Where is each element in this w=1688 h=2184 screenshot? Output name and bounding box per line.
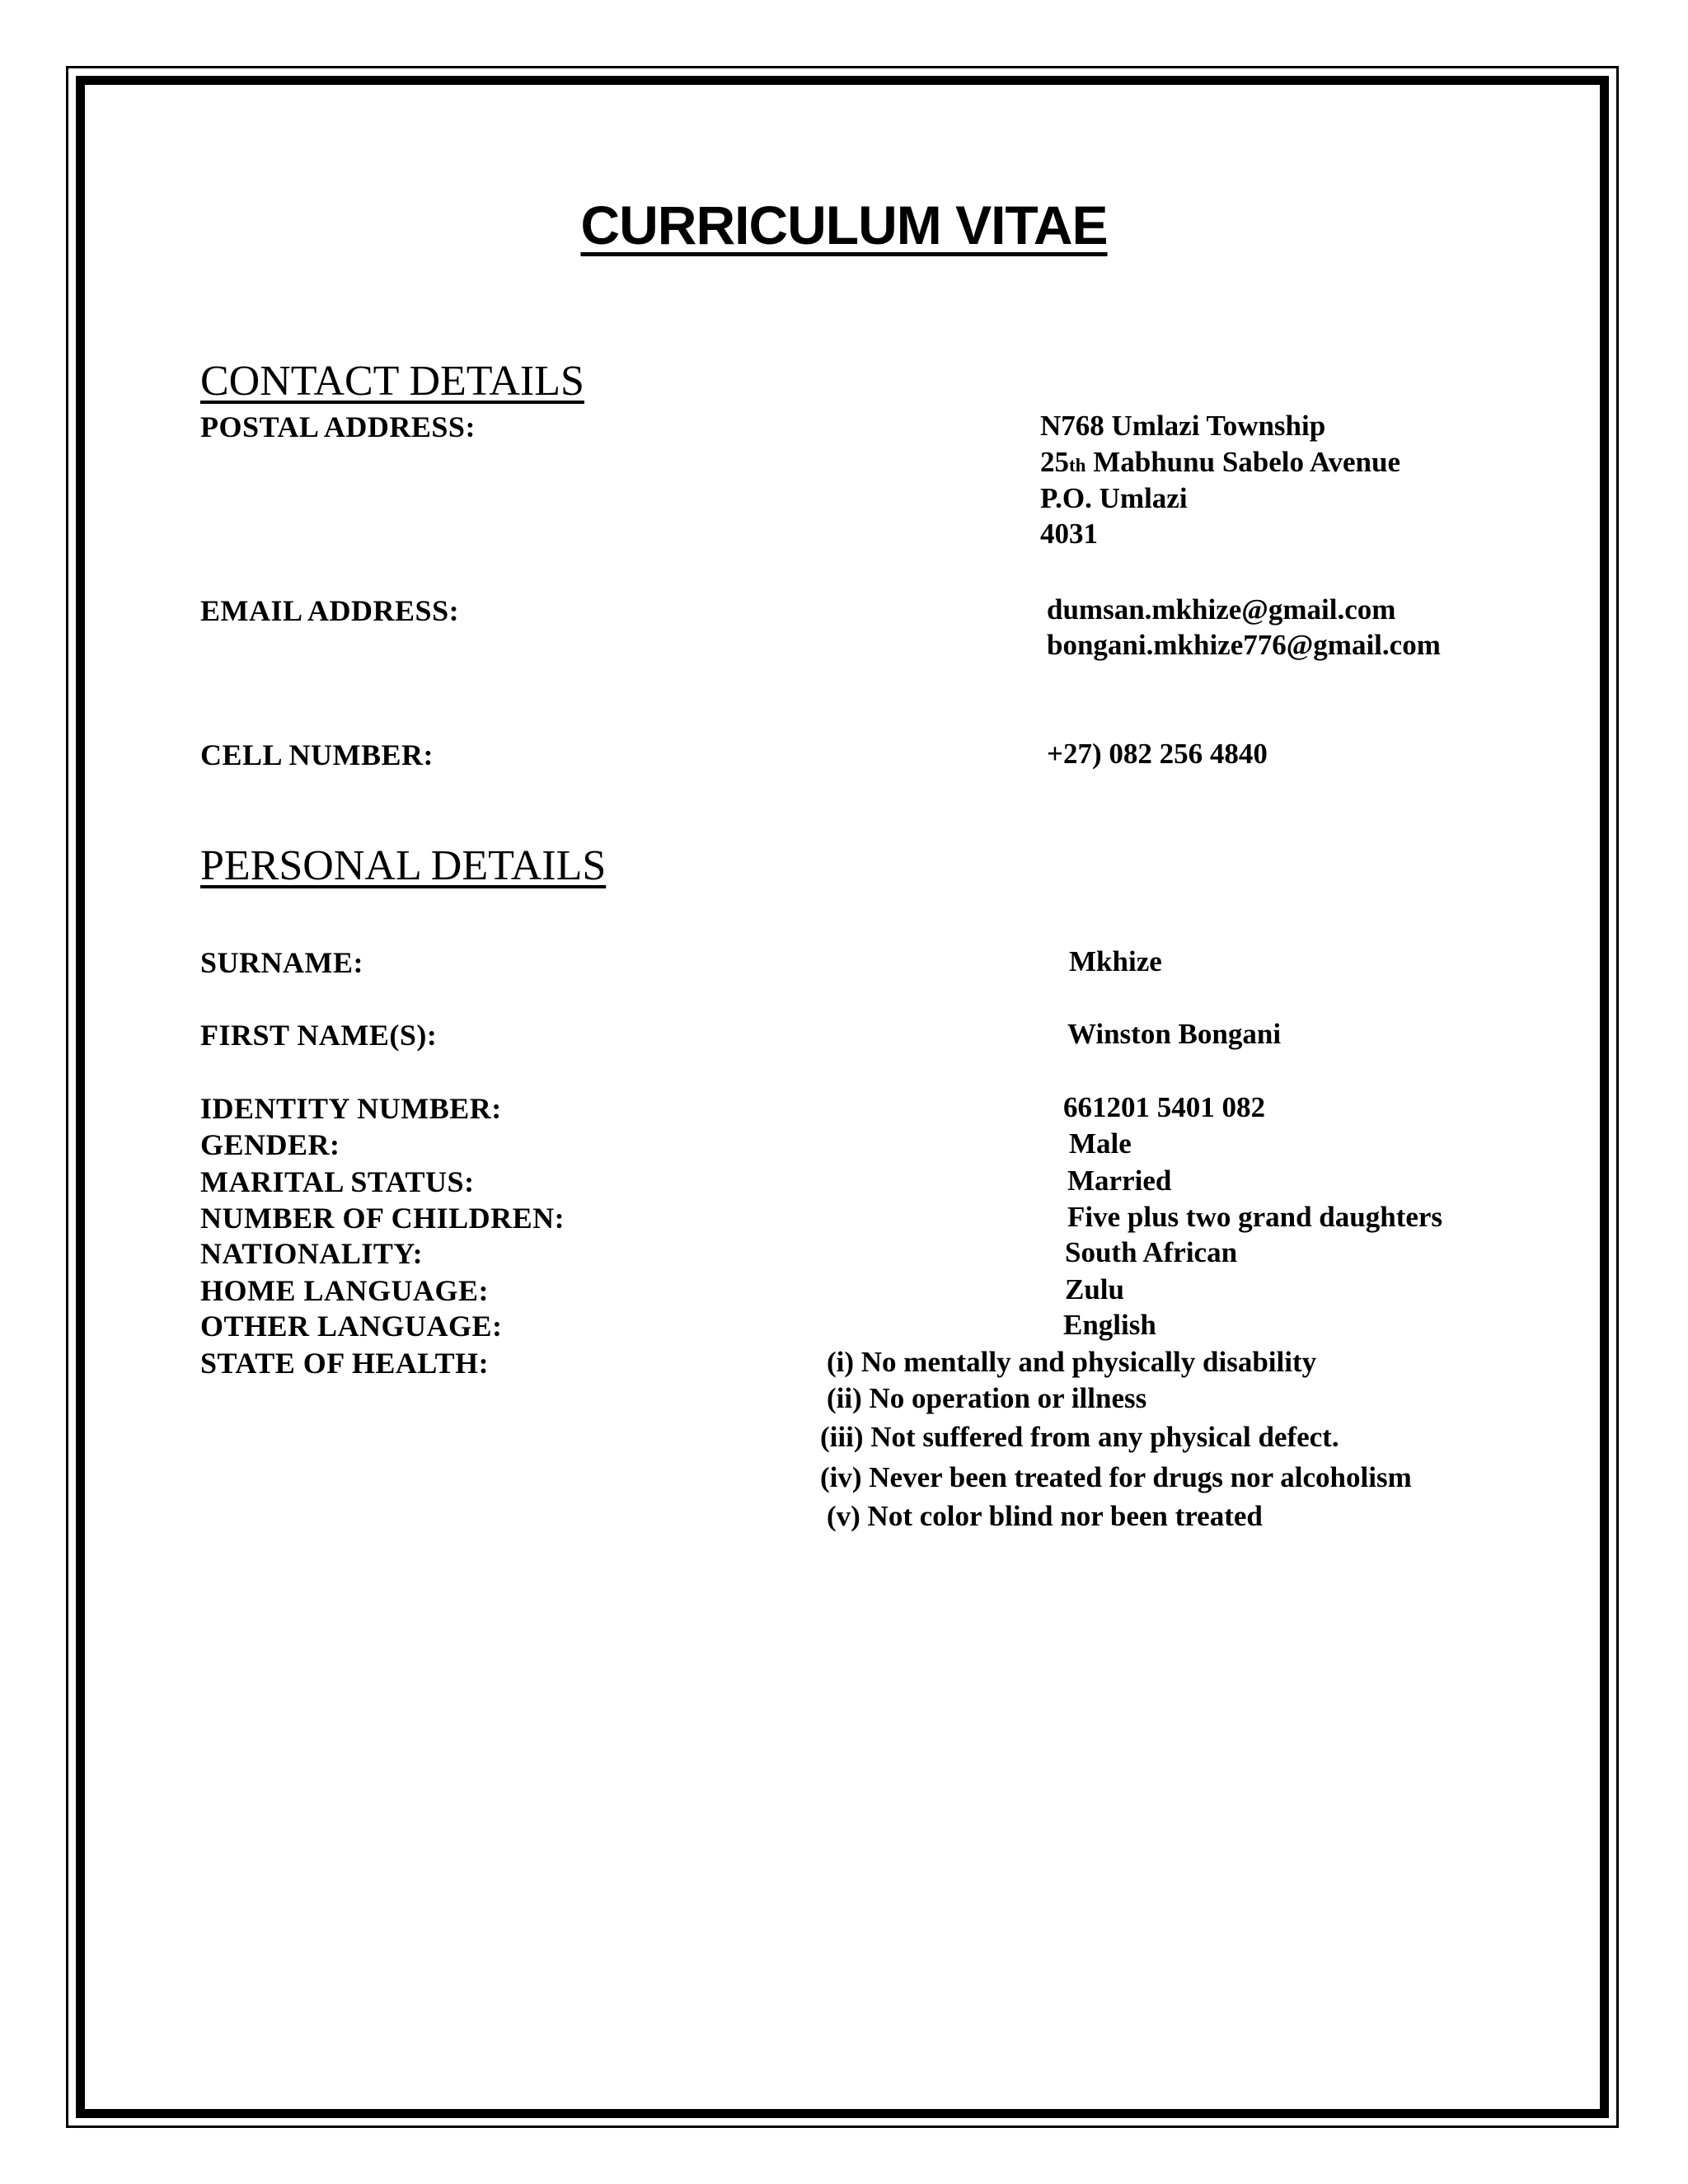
postal-address-line4: 4031 — [1040, 518, 1098, 550]
identity-number-label: IDENTITY NUMBER: — [200, 1092, 502, 1125]
cell-number-label: CELL NUMBER: — [200, 738, 434, 771]
other-language-label: OTHER LANGUAGE: — [200, 1310, 503, 1343]
street-name: Mabhunu Sabelo Avenue — [1085, 446, 1401, 478]
email-primary: dumsan.mkhize@gmail.com — [1047, 593, 1396, 626]
surname-label: SURNAME: — [200, 946, 363, 979]
health-item: (iv) Never been treated for drugs nor alcoholism — [820, 1461, 1412, 1493]
street-number-suffix: th — [1069, 455, 1086, 476]
gender-label: GENDER: — [200, 1128, 340, 1161]
marital-status-value: Married — [1067, 1165, 1172, 1197]
home-language-label: HOME LANGUAGE: — [200, 1274, 490, 1307]
nationality-label: NATIONALITY: — [200, 1237, 424, 1270]
postal-address-line1: N768 Umlazi Township — [1040, 410, 1326, 442]
surname-value: Mkhize — [1069, 945, 1162, 977]
number-of-children-value: Five plus two grand daughters — [1067, 1201, 1443, 1233]
health-item: (ii) No operation or illness — [827, 1382, 1147, 1414]
postal-address-label: POSTAL ADDRESS: — [200, 410, 476, 443]
nationality-value: South African — [1065, 1236, 1238, 1268]
marital-status-label: MARITAL STATUS: — [200, 1165, 475, 1198]
email-address-label: EMAIL ADDRESS: — [200, 594, 460, 627]
identity-number-value: 661201 5401 082 — [1063, 1091, 1265, 1123]
document-title: CURRICULUM VITAE — [580, 194, 1108, 255]
health-item: (i) No mentally and physically disability — [827, 1346, 1317, 1378]
cell-number-value: +27) 082 256 4840 — [1047, 738, 1268, 770]
contact-details-heading: CONTACT DETAILS — [200, 358, 584, 405]
gender-value: Male — [1069, 1127, 1132, 1160]
home-language-value: Zulu — [1065, 1273, 1124, 1305]
personal-details-heading: PERSONAL DETAILS — [200, 842, 607, 889]
number-of-children-label: NUMBER OF CHILDREN: — [200, 1202, 565, 1235]
email-secondary: bongani.mkhize776@gmail.com — [1047, 629, 1441, 661]
state-of-health-label: STATE OF HEALTH: — [200, 1347, 490, 1380]
street-number: 25 — [1040, 446, 1069, 478]
postal-address-line3: P.O. Umlazi — [1040, 482, 1188, 514]
health-item: (iii) Not suffered from any physical defect. — [820, 1421, 1339, 1453]
first-names-value: Winston Bongani — [1067, 1018, 1282, 1050]
postal-address-line2 — [1040, 446, 1400, 479]
first-names-label: FIRST NAME(S): — [200, 1019, 438, 1052]
other-language-value: English — [1063, 1309, 1156, 1341]
health-item: (v) Not color blind nor been treated — [827, 1500, 1263, 1532]
